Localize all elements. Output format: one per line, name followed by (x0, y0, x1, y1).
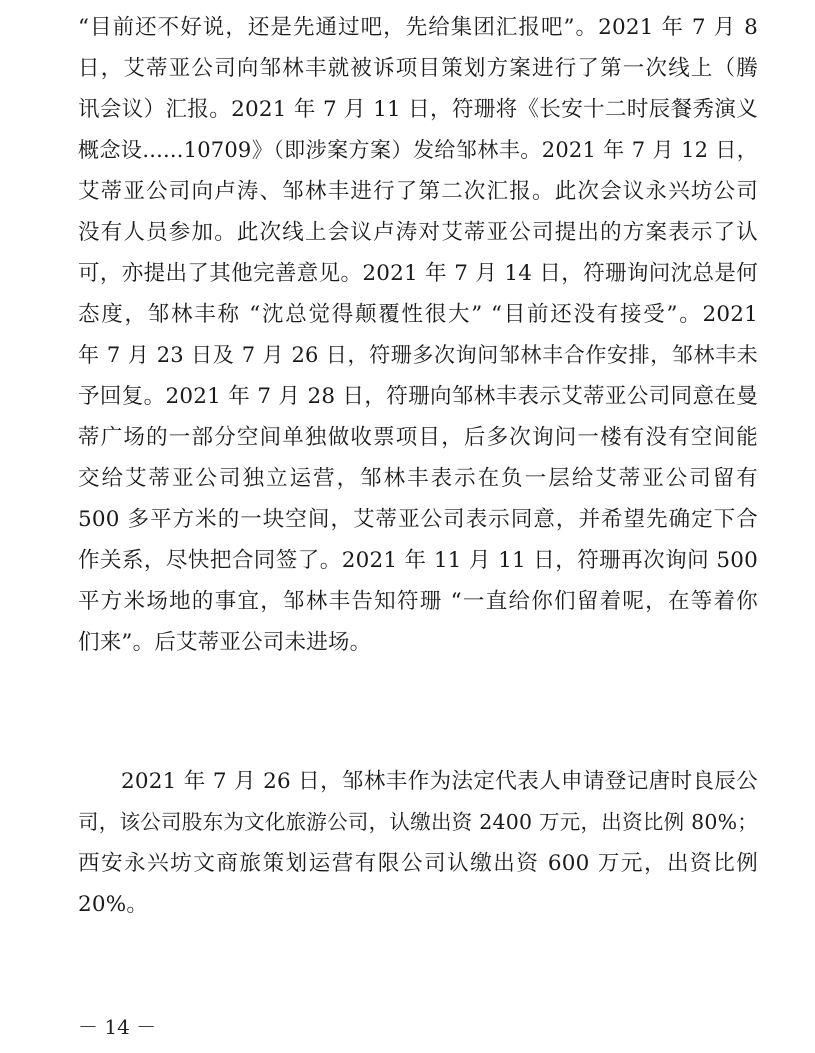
text-line: 可，亦提出了其他完善意见。2021 年 7 月 14 日，符珊询问沈总是何 (78, 261, 758, 286)
text-line: 艾蒂亚公司向卢涛、邹林丰进行了第二次汇报。此次会议永兴坊公司 (78, 179, 758, 204)
text-line: 2021 年 7 月 26 日，邹林丰作为法定代表人申请登记唐时良辰公 (121, 769, 758, 794)
text-line: 日，艾蒂亚公司向邹林丰就被诉项目策划方案进行了第一次线上（腾 (78, 56, 758, 81)
text-line: 年 7 月 23 日及 7 月 26 日，符珊多次询问邹林丰合作安排，邹林丰未 (78, 343, 758, 367)
text-line: 概念设......10709》（即涉案方案）发给邹林丰。2021 年 7 月 12 日， (78, 138, 758, 162)
text-line: 交给艾蒂亚公司独立运营，邹林丰表示在负一层给艾蒂亚公司留有 (78, 466, 758, 491)
paragraph-2 (78, 761, 758, 925)
text-line: 西安永兴坊文商旅策划运营有限公司认缴出资 600 万元，出资比例 (78, 851, 758, 876)
text-line: 司，该公司股东为文化旅游公司，认缴出资 2400 万元，出资比例 80%； (78, 810, 758, 834)
text-line: 20%。 (78, 892, 149, 917)
text-line: 们来”。后艾蒂亚公司未进场。 (78, 630, 372, 655)
text-line: 讯会议）汇报。2021 年 7 月 11 日，符珊将《长安十二时辰餐秀演义 (78, 97, 758, 122)
text-line: “目前还不好说，还是先通过吧，先给集团汇报吧”。2021 年 7 月 8 (78, 15, 758, 40)
text-line: 态度，邹林丰称 “沈总觉得颠覆性很大” “目前还没有接受”。2021 (78, 302, 758, 327)
text-line: 蒂广场的一部分空间单独做收票项目，后多次询问一楼有没有空间能 (78, 425, 758, 450)
text-line: 作关系，尽快把合同签了。2021 年 11 月 11 日，符珊再次询问 500 (78, 548, 758, 573)
page-number: － 14 － (78, 1015, 157, 1039)
paragraph-1 (78, 7, 758, 663)
text-line: 没有人员参加。此次线上会议卢涛对艾蒂亚公司提出的方案表示了认 (78, 220, 758, 245)
text-line: 予回复。2021 年 7 月 28 日，符珊向邹林丰表示艾蒂亚公司同意在曼 (78, 384, 758, 409)
text-line: 500 多平方米的一块空间，艾蒂亚公司表示同意，并希望先确定下合 (78, 507, 758, 532)
text-line: 平方米场地的事宜，邹林丰告知符珊 “一直给你们留着呢，在等着你 (78, 589, 758, 614)
